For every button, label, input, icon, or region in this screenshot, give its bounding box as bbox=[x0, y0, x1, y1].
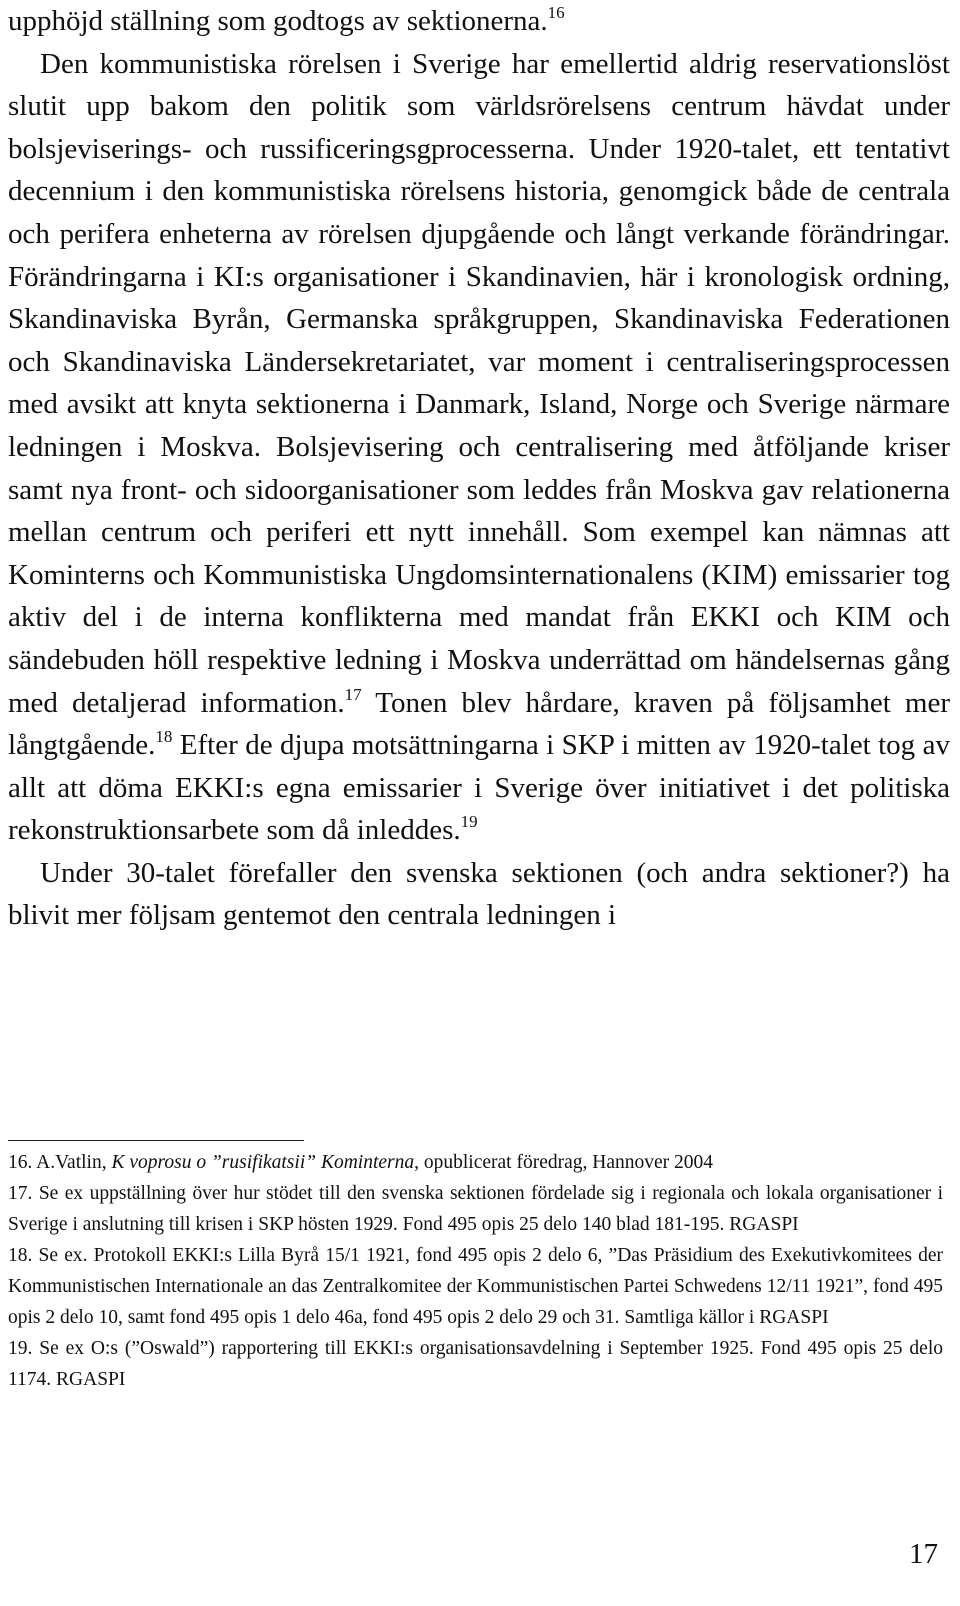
paragraph-2-text-b: Tonen blev hårdare, kraven på följsamhet mer långtgående. bbox=[8, 686, 950, 762]
footnote-ref-16[interactable]: 16 bbox=[547, 3, 565, 22]
paragraph-2-text-c: Efter de djupa motsättningarna i SKP i mitten av 1920-talet tog av allt att döma EKKI:s egna emissarier i Sverige över initiativet i det politiska rekonstruktionsarbete som då inleddes. bbox=[8, 729, 950, 847]
footnote-ref-18[interactable]: 18 bbox=[155, 727, 173, 747]
body-text bbox=[8, 0, 950, 937]
footnote-17: 17. Se ex uppställning över hur stödet till den svenska sektionen fördelade sig i regionala och lokala organisationer i Sverige i anslutning till krisen i SKP hösten 1929. Fond 495 opis 25 delo 140 blad 181-195. RGASPI bbox=[8, 1183, 943, 1235]
footnote-16-text-a: 16. A.Vatlin, bbox=[8, 1152, 112, 1173]
footnote-ref-17[interactable]: 17 bbox=[344, 684, 362, 704]
paragraph-2-text-a: Den kommunistiska rörelsen i Sverige har emellertid aldrig reservationslöst slutit upp bakom den politik som världsrörelsens centrum hävdat under bolsjeviserings- och russificeringsgprocesserna. Under 1920-talet, ett tentativt decennium i den kommunistiska rörelsens historia, genomgick både de centrala och perifera enheterna av rörelsen djupgående och långt verkande förändringar. Förändringarna i KI:s organisationer i Skandinavien, här i kronologisk ordning, Skandinaviska Byrån, Germanska språkgruppen, Skandinaviska Federationen och Skandinaviska Ländersekretariatet, var moment i centraliseringsprocessen med avsikt att knyta sektionerna i Danmark, Island, Norge och Sverige närmare ledningen i Moskva. Bolsjevisering och centralisering med åtföljande kriser samt nya front- och sidoorganisationer som leddes från Moskva gav relationerna mellan centrum och periferi ett nytt innehåll. Som exempel kan nämnas att Kominterns och Kommunistiska Ungdomsinternationalens (KIM) emissarier tog aktiv del i de interna konflikterna med mandat från EKKI och KIM och sändebuden höll respektive ledning i Moskva underrättad om händelsernas gång med detaljerad information. bbox=[8, 47, 950, 719]
page-number: 17 bbox=[909, 1538, 938, 1570]
footnote-16-text-b: , opublicerat föredrag, Hannover 2004 bbox=[414, 1152, 714, 1173]
paragraph-2 bbox=[8, 43, 950, 852]
footnote-16-title: K voprosu o ”rusifikatsii” Kominterna bbox=[111, 1152, 415, 1173]
paragraph-1 bbox=[8, 0, 950, 43]
footnote-16 bbox=[8, 1147, 943, 1178]
paragraph-1-text: upphöjd ställning som godtogs av sektionerna. bbox=[8, 5, 548, 37]
footnote-19: 19. Se ex O:s (”Oswald”) rapportering till EKKI:s organisationsavdelning i September 1925. Fond 495 opis 25 delo 1174. RGASPI bbox=[8, 1338, 943, 1390]
paragraph-3 bbox=[8, 852, 950, 937]
paragraph-3-text: Under 30-talet förefaller den svenska sektionen (och andra sektioner?) ha blivit mer följsam gentemot den centrala ledningen i bbox=[8, 856, 950, 932]
footnote-ref-19[interactable]: 19 bbox=[460, 812, 478, 832]
footnotes bbox=[8, 1147, 943, 1395]
footnote-separator bbox=[8, 1140, 304, 1141]
footnote-18: 18. Se ex. Protokoll EKKI:s Lilla Byrå 15/1 1921, fond 495 opis 2 delo 6, ”Das Präsidium des Exekutivkomitees der Kommunistischen Internationale an das Zentralkomitee der Kommunistischen Partei Schwedens 12/11 1921”, fond 495 opis 2 delo 10, samt fond 495 opis 1 delo 46a, fond 495 opis 2 delo 29 och 31. Samtliga källor i RGASPI bbox=[8, 1245, 943, 1328]
